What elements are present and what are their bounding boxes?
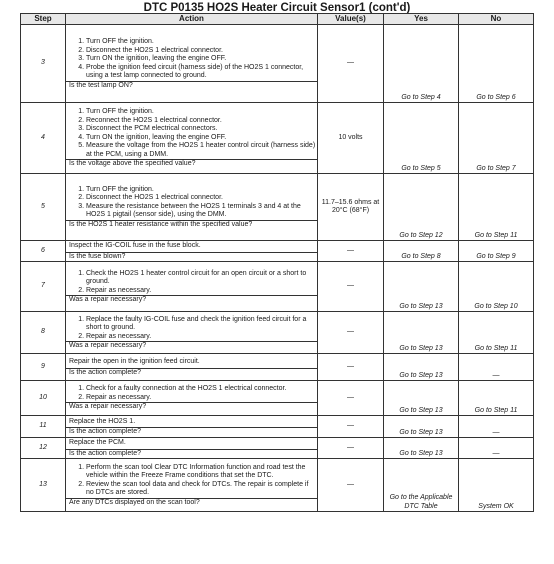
action-step: 2. Repair as necessary. [86,287,317,296]
action-step: 2. Repair as necessary. [86,333,317,342]
no-cell: Go to Step 10 [459,262,534,312]
no-cell: System OK [459,459,534,512]
header-value: Value(s) [318,14,384,25]
yes-cell: Go to Step 13 [384,381,459,416]
action-text: Replace the HO2S 1. [69,417,136,425]
yes-cell: Go to Step 12 [384,174,459,241]
action-question: Was a repair necessary? [66,402,317,412]
table-row [21,312,534,354]
step-number: 12 [21,438,66,459]
value-cell: — [318,262,384,312]
action-text: Repair the open in the ignition feed circuit. [69,358,200,365]
action-cell [66,103,318,174]
action-question: Was a repair necessary? [66,341,317,351]
action-step: 2. Disconnect the HO2S 1 electrical connector. [86,194,317,203]
value-cell: — [318,381,384,416]
action-question: Is the action complete? [66,368,317,378]
action-question: Is the HO2S 1 heater resistance within the specified value? [66,220,317,230]
no-cell: Go to Step 11 [459,381,534,416]
no-cell: Go to Step 9 [459,241,534,262]
action-cell [66,354,318,381]
table-row [21,241,534,262]
header-row [21,14,534,25]
action-step: 2. Review the scan tool data and check for DTCs. The repair is complete if no DTCs are stored. [86,481,317,498]
action-step: 5. Measure the voltage from the HO2S 1 heater control circuit (harness side) at the PCM, using a DMM. [86,142,317,159]
action-cell [66,241,318,262]
value-cell: — [318,459,384,512]
action-step: 2. Reconnect the HO2S 1 electrical connector. [86,117,317,126]
no-cell: — [459,416,534,438]
value-cell: — [318,416,384,438]
action-question: Is the action complete? [66,427,317,437]
action-step: 1. Replace the faulty IG-COIL fuse and check the ignition feed circuit for a short to ground. [86,316,317,333]
action-steps [66,108,317,159]
no-cell: Go to Step 11 [459,312,534,354]
no-cell: — [459,354,534,381]
no-cell: Go to Step 7 [459,103,534,174]
step-number: 3 [21,25,66,103]
header-no: No [459,14,534,25]
action-step: 1. Turn OFF the ignition. [86,186,317,195]
table-row [21,381,534,416]
value-cell: — [318,438,384,459]
action-step: 1. Turn OFF the ignition. [86,108,317,117]
action-question: Is the voltage above the specified value? [66,159,317,169]
action-step: 4. Turn ON the ignition, leaving the engine OFF. [86,134,317,143]
no-cell: Go to Step 6 [459,25,534,103]
action-cell [66,459,318,512]
action-question: Was a repair necessary? [66,295,317,305]
action-step: 3. Disconnect the PCM electrical connectors. [86,125,317,134]
yes-cell: Go to Step 5 [384,103,459,174]
step-number: 6 [21,241,66,262]
step-number: 8 [21,312,66,354]
table-row [21,416,534,438]
diagnostic-table [20,13,534,512]
step-number: 5 [21,174,66,241]
action-step: 1. Check the HO2S 1 heater control circuit for an open circuit or a short to ground. [86,270,317,287]
no-cell: — [459,438,534,459]
table-row [21,459,534,512]
yes-cell: Go to Step 4 [384,25,459,103]
action-question: Is the fuse blown? [66,252,317,262]
value-cell: — [318,354,384,381]
no-cell: Go to Step 11 [459,174,534,241]
action-steps [66,270,317,296]
action-step: 3. Measure the resistance between the HO2S 1 terminals 3 and 4 at the HO2S 1 pigtail (sensor side), using the DMM. [86,203,317,220]
action-steps [66,186,317,220]
header-action: Action [66,14,318,25]
action-step: 2. Disconnect the HO2S 1 electrical connector. [86,47,317,56]
action-cell [66,381,318,416]
action-step: 1. Check for a faulty connection at the HO2S 1 electrical connector. [86,385,317,394]
action-steps [66,385,317,402]
header-yes: Yes [384,14,459,25]
action-text: Inspect the IG-COIL fuse in the fuse block. [69,242,201,249]
table-row [21,174,534,241]
page-title: DTC P0135 HO2S Heater Circuit Sensor1 (cont'd) [143,2,411,14]
table-row [21,262,534,312]
action-text: Replace the PCM. [69,439,126,446]
step-number: 4 [21,103,66,174]
action-question: Are any DTCs displayed on the scan tool? [66,498,317,508]
yes-cell: Go to Step 13 [384,416,459,438]
value-cell: — [318,25,384,103]
yes-cell: Go to Step 13 [384,262,459,312]
header-step: Step [21,14,66,25]
yes-cell: Go to Step 8 [384,241,459,262]
action-step: 1. Turn OFF the ignition. [86,38,317,47]
step-number: 13 [21,459,66,512]
action-step: 1. Perform the scan tool Clear DTC Information function and road test the vehicle within the Freeze Frame conditions that set the DTC. [86,464,317,481]
yes-cell: Go to Step 13 [384,438,459,459]
action-steps [66,464,317,498]
step-number: 7 [21,262,66,312]
step-number: 11 [21,416,66,438]
action-step: 4. Probe the ignition feed circuit (harness side) of the HO2S 1 connector, using a test lamp connected to ground. [86,64,317,81]
value-cell: 10 volts [318,103,384,174]
action-steps [66,316,317,342]
table-row [21,25,534,103]
action-question: Is the test lamp ON? [66,81,317,91]
yes-cell: Go to Step 13 [384,354,459,381]
action-step: 3. Turn ON the ignition, leaving the engine OFF. [86,55,317,64]
action-cell [66,416,318,438]
action-steps [66,38,317,81]
action-cell [66,25,318,103]
action-cell [66,312,318,354]
action-cell [66,174,318,241]
table-row [21,438,534,459]
value-cell: 11.7–15.6 ohms at 20°C (68°F) [318,174,384,241]
action-step: 2. Repair as necessary. [86,394,317,403]
table-row [21,354,534,381]
action-cell [66,438,318,459]
action-cell [66,262,318,312]
yes-cell: Go to Step 13 [384,312,459,354]
step-number: 10 [21,381,66,416]
table-row [21,103,534,174]
action-question: Is the action complete? [66,449,317,459]
value-cell: — [318,312,384,354]
step-number: 9 [21,354,66,381]
yes-cell: Go to the Applicable DTC Table [384,459,459,512]
value-cell: — [318,241,384,262]
